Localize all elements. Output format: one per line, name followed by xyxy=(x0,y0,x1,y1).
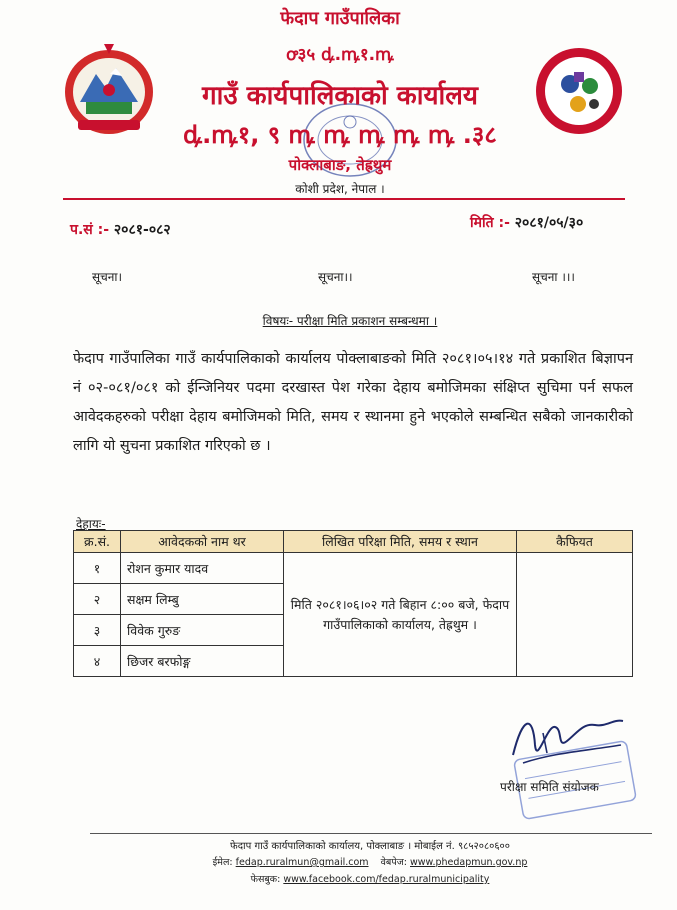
office-location: पोक्लाबाङ, तेह्रथुम xyxy=(288,156,392,174)
letter-date xyxy=(470,213,583,232)
header-divider xyxy=(63,198,625,200)
email-link[interactable]: fedap.ruralmun@gmail.com xyxy=(235,857,369,868)
municipality-name: फेदाप गाउँपालिका xyxy=(280,8,400,29)
facebook-label: फेसबुक: xyxy=(250,874,281,885)
row-name: छिजर बरफोङ्ग xyxy=(121,646,284,677)
signatory-title: परीक्षा समिति संयोजक xyxy=(500,780,599,794)
reference-label: प.सं :- xyxy=(70,222,110,238)
facebook-link[interactable]: www.facebook.com/fedap.ruralmunicipality xyxy=(283,874,490,885)
municipality-code: ꝍ३५ ꝱ.ꝳ१.ꝳ xyxy=(286,45,394,65)
notice-body: फेदाप गाउँपालिका गाउँ कार्यपालिकाको कार्यालय पोक्लाबाङको मिति २०८१।०५।१४ गते प्रकाशित बिज्ञापन नं ०२-०८१/०८१ को ईन्जिनियर पदमा दरखास्त पेश गरेका देहाय बमोजिमका संक्षिप्त सुचिमा पर्न सफल आवेदकहरुको परीक्षा देहाय बमोजिमको मिति, समय र स्थानमा हुने भएकोले सम्बन्धित सबैको जानकारीको लागि यो सुचना प्रकाशित गरिएको छ । xyxy=(73,351,633,454)
reference-number xyxy=(70,220,171,239)
col-remarks: कैफियत xyxy=(517,531,633,553)
row-name: रोशन कुमार यादव xyxy=(121,553,284,584)
col-serial: क्र.सं. xyxy=(74,531,121,553)
nepal-emblem-icon xyxy=(58,40,160,140)
notice-label-2: सूचना।। xyxy=(318,270,353,284)
office-name: गाउँ कार्यपालिकाको कार्यालय xyxy=(202,81,478,111)
date-label: मिति :- xyxy=(470,215,510,231)
table-caption: देहायः- xyxy=(76,517,106,531)
remarks-cell xyxy=(517,553,633,677)
reference-value: २०८१-०८२ xyxy=(113,222,171,238)
row-name: विवेक गुरुङ xyxy=(121,615,284,646)
row-name: सक्षम लिम्बु xyxy=(121,584,284,615)
candidate-table xyxy=(73,530,633,677)
row-serial: ४ xyxy=(74,646,121,677)
office-phone: ꝱ.ꝳ१, ९ ꝳ ꝳ ꝳ ꝳ ꝳ .३८ xyxy=(183,121,497,149)
table-row xyxy=(74,553,633,584)
subject-line: विषयः- परीक्षा मिति प्रकाशन सम्बन्धमा । xyxy=(262,314,438,328)
exam-info-cell: मिति २०८१।०६।०२ गते बिहान ८:०० बजे, फेदाप गाउँपालिकाको कार्यालय, तेह्रथुम । xyxy=(284,553,517,677)
row-serial: १ xyxy=(74,553,121,584)
date-value: २०८१/०५/३० xyxy=(514,215,584,231)
row-serial: २ xyxy=(74,584,121,615)
web-label: वेबपेज: xyxy=(380,857,407,868)
notice-label-1: सूचना। xyxy=(92,270,123,284)
email-label: ईमेल: xyxy=(212,857,233,868)
website-link[interactable]: www.phedapmun.gov.np xyxy=(410,857,528,868)
row-serial: ३ xyxy=(74,615,121,646)
col-name: आवेदकको नाम थर xyxy=(121,531,284,553)
province-line: कोशी प्रदेश, नेपाल । xyxy=(295,182,385,196)
table-header-row xyxy=(74,531,633,553)
col-exam: लिखित परिक्षा मिति, समय र स्थान xyxy=(284,531,517,553)
footer-contact xyxy=(120,855,620,868)
footer-address: फेदाप गाउँ कार्यपालिकाको कार्यालय, पोक्लाबाङ । मोबाईल नं. ९८५२०८०६०० xyxy=(230,841,510,852)
municipality-logo-icon xyxy=(534,46,624,136)
footer-divider xyxy=(90,833,652,834)
footer-social xyxy=(120,872,620,885)
notice-label-3: सूचना ।।। xyxy=(532,270,575,284)
